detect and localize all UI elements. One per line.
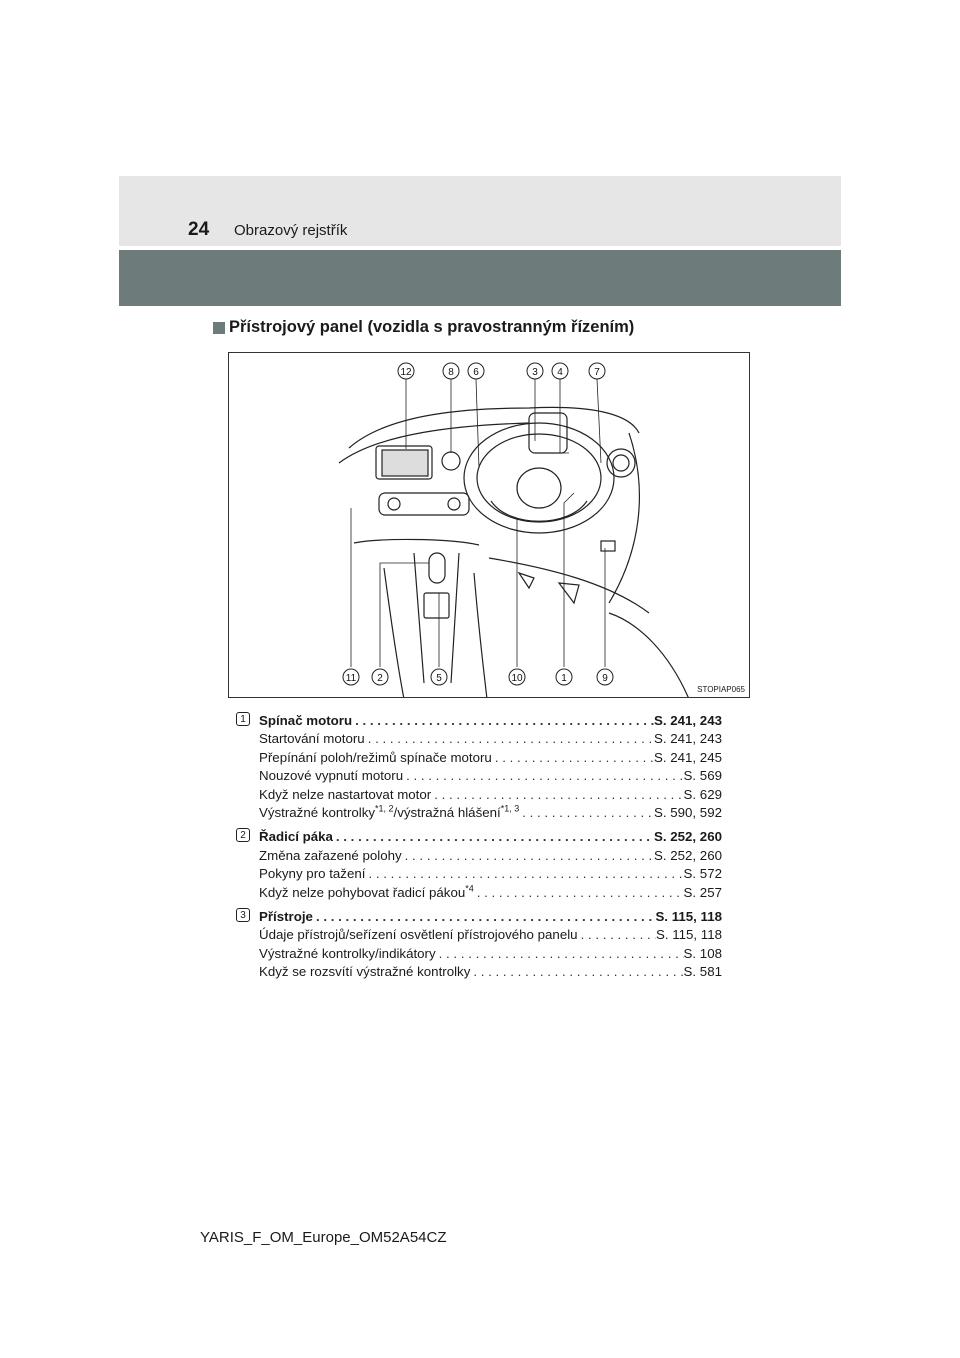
entry-sub-row[interactable] (259, 786, 722, 804)
page-reference: S. 241, 243 (653, 731, 722, 747)
header-dark-band (119, 250, 841, 306)
entry-label: Startování motoru (259, 731, 365, 747)
index-entry (232, 828, 722, 902)
footnote-mark: *1, 3 (500, 803, 520, 814)
entry-label: Když se rozsvítí výstražné kontrolky (259, 964, 471, 980)
footnote-mark: *1, 2 (375, 803, 394, 814)
entry-label: Přepínání poloh/režimů spínače motoru (259, 749, 492, 765)
page-reference: S. 115, 118 (655, 927, 722, 943)
entry-label: Nouzové vypnutí motoru (259, 768, 404, 784)
page-reference: S. 572 (683, 866, 722, 882)
callout-label: 5 (436, 673, 442, 684)
entry-label: Řadicí páka (259, 829, 333, 845)
callout-label: 12 (400, 367, 412, 378)
page-reference: S. 115, 118 (655, 909, 722, 925)
entry-label: Výstražné kontrolky/indikátory (259, 945, 436, 961)
entry-sub-row[interactable] (259, 847, 722, 865)
entry-sub-row[interactable] (259, 730, 722, 748)
entry-sub-row[interactable] (259, 865, 722, 883)
dashboard-drawing (229, 353, 750, 698)
section-title-text: Přístrojový panel (vozidla s pravostranným řízením) (229, 318, 635, 336)
callout-label: 9 (602, 673, 608, 684)
callout-label: 2 (377, 673, 383, 684)
entry-label: Přístroje (259, 909, 313, 925)
section-title (213, 318, 634, 337)
page-reference: S. 629 (683, 786, 722, 802)
callout-label: 11 (345, 673, 357, 684)
entry-sub-row[interactable] (259, 945, 722, 963)
entry-label: Když nelze pohybovat řadicí pákou (259, 884, 466, 900)
entry-number-badge: 1 (236, 712, 250, 726)
entry-sub-row[interactable] (259, 804, 722, 822)
index-entry (232, 712, 722, 822)
index-entry (232, 908, 722, 982)
callout-label: 1 (561, 673, 567, 684)
dashboard-illustration (228, 352, 750, 698)
page-number: 24 (188, 219, 210, 240)
page-reference: S. 252, 260 (653, 829, 722, 845)
page-reference: S. 241, 243 (653, 713, 722, 728)
page-reference: S. 257 (683, 884, 722, 900)
section-square-icon (213, 322, 225, 334)
document-footer: YARIS_F_OM_Europe_OM52A54CZ (200, 1229, 447, 1246)
entry-sub-row[interactable] (259, 884, 722, 902)
entry-label: Změna zařazené polohy (259, 847, 402, 863)
entry-label: Údaje přístrojů/seřízení osvětlení přístrojového panelu (259, 927, 578, 943)
index-entries (232, 712, 722, 988)
entry-sub-row[interactable] (259, 767, 722, 785)
page-reference: S. 569 (683, 768, 722, 784)
entry-label: Výstražné kontrolky (259, 805, 376, 821)
entry-sub-row[interactable] (259, 926, 722, 944)
page-reference: S. 590, 592 (653, 805, 722, 821)
entry-label: Když nelze nastartovat motor (259, 786, 432, 802)
chapter-title: Obrazový rejstřík (234, 222, 348, 239)
footnote-mark: *4 (465, 883, 474, 894)
entry-label: Pokyny pro tažení (259, 866, 366, 882)
callout-label: 4 (557, 367, 563, 378)
figure-code: STOPIAP065 (697, 685, 745, 694)
callout-label: 3 (532, 367, 538, 378)
entry-main-row[interactable] (259, 828, 722, 846)
page-reference: S. 108 (683, 945, 722, 961)
entry-sub-row[interactable] (259, 749, 722, 767)
page-reference: S. 581 (683, 964, 722, 980)
header-band (119, 176, 841, 246)
entry-main-row[interactable] (259, 712, 722, 730)
callout-label: 8 (448, 367, 454, 378)
entry-number-badge: 2 (236, 828, 250, 842)
page-reference: S. 252, 260 (653, 847, 722, 863)
page-reference: S. 241, 245 (653, 749, 722, 765)
callout-label: 10 (511, 673, 523, 684)
callout-label: 7 (594, 367, 600, 378)
entry-label: Spínač motoru (259, 713, 353, 728)
entry-number-badge: 3 (236, 908, 250, 922)
entry-main-row[interactable] (259, 908, 722, 926)
callout-label: 6 (473, 367, 479, 378)
entry-sub-row[interactable] (259, 963, 722, 981)
entry-label: /výstražná hlášení (393, 805, 501, 821)
